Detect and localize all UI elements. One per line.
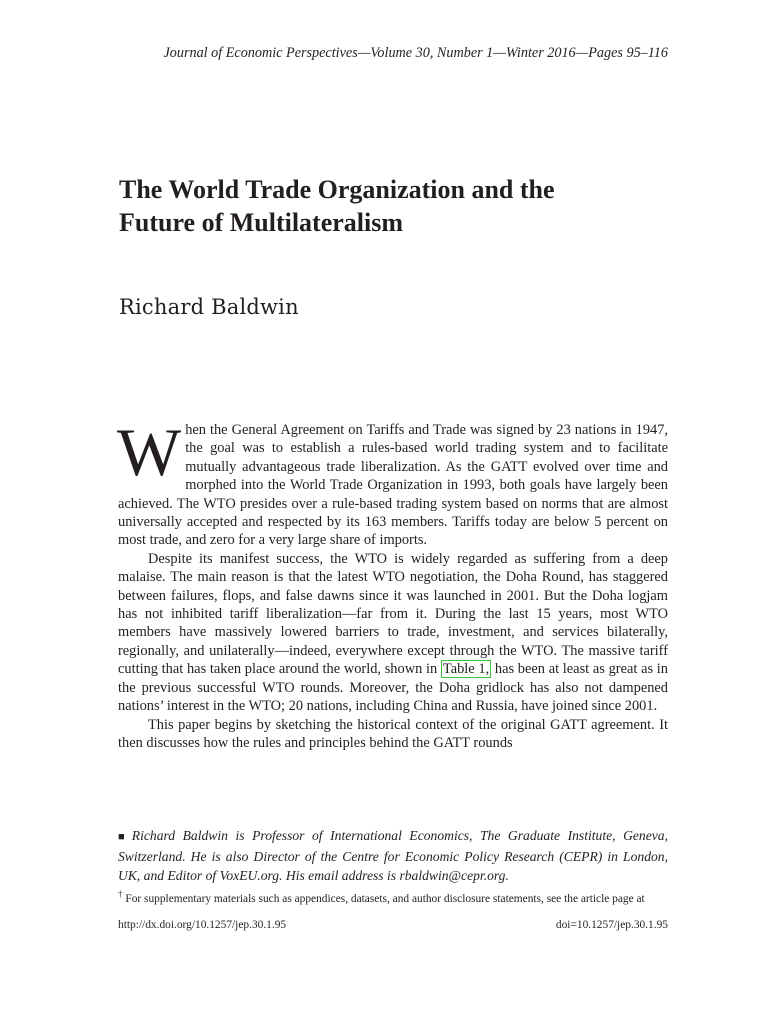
supplementary-text: For supplementary materials such as appendices, datasets, and author disclosure statements, see the article page at xyxy=(125,892,645,905)
paragraph-1-text: hen the General Agreement on Tariffs and Trade was signed by 23 nations in 1947, the goal was to establish a rules-based world trading system and to facilitate mutually advantageous trade liberalization. As the GATT evolved over time and morphed into the World Trade Organization in 1993, both goals have largely been achieved. The WTO presides over a rule-based trading system based on norms that are almost universally accepted and respected by its 163 members. Tariffs today are below 5 percent on most trade, and zero for a very large share of imports. xyxy=(118,422,668,549)
article-body xyxy=(117,414,668,752)
paragraph-2-text-b: has been at least as great as in the previous successful WTO rounds. Moreover, the Doha gridlock has also not dampened nations’ interest in the WTO; 20 nations, including China and Russia, have joined since 2001. xyxy=(118,661,668,715)
paragraph-3: This paper begins by sketching the historical context of the original GATT agreement. It then discusses how the rules and principles behind the GATT rounds xyxy=(118,716,668,751)
square-bullet-icon: ■ xyxy=(118,831,129,843)
author-name: Richard Baldwin xyxy=(119,295,299,319)
supplementary-note xyxy=(118,887,668,906)
doi-row xyxy=(118,918,668,932)
drop-cap: W xyxy=(117,414,182,490)
title-line-1: The World Trade Organization and the xyxy=(119,175,555,204)
paragraph-1 xyxy=(117,414,668,550)
running-head: Journal of Economic Perspectives—Volume 30, Number 1—Winter 2016—Pages 95–116 xyxy=(163,45,668,61)
title-line-2: Future of Multilateralism xyxy=(119,208,404,237)
author-footnote-text: Richard Baldwin is Professor of International Economics, The Graduate Institute, Geneva, Switzerland. He is also Director of the Centre for Economic Policy Research (CEPR) in London, UK, and Editor of VoxEU.org. His email address is rbaldwin@cepr.org. xyxy=(118,828,668,883)
article-url-link[interactable]: http://dx.doi.org/10.1257/jep.30.1.95 xyxy=(118,919,287,931)
article-title xyxy=(119,173,679,239)
author-footnote xyxy=(118,826,668,885)
dagger-mark: † xyxy=(118,889,123,899)
table-1-link[interactable]: Table 1, xyxy=(442,661,490,678)
paragraph-2-text-a: Despite its manifest success, the WTO is widely regarded as suffering from a deep malaise. The main reason is that the latest WTO negotiation, the Doha Round, has staggered between failures, flops, and false dawns since it was launched in 2001. But the Doha logjam has not inhibited tariff liberalization—far from it. During the last 15 years, most WTO members have massively lowered barriers to trade, investment, and services bilaterally, regionally, and unilaterally—indeed, everywhere except through the WTO. The massive tariff cutting that has taken place around the world, shown in xyxy=(118,550,668,678)
paragraph-2 xyxy=(118,550,668,716)
doi-label: doi=10.1257/jep.30.1.95 xyxy=(555,919,668,931)
